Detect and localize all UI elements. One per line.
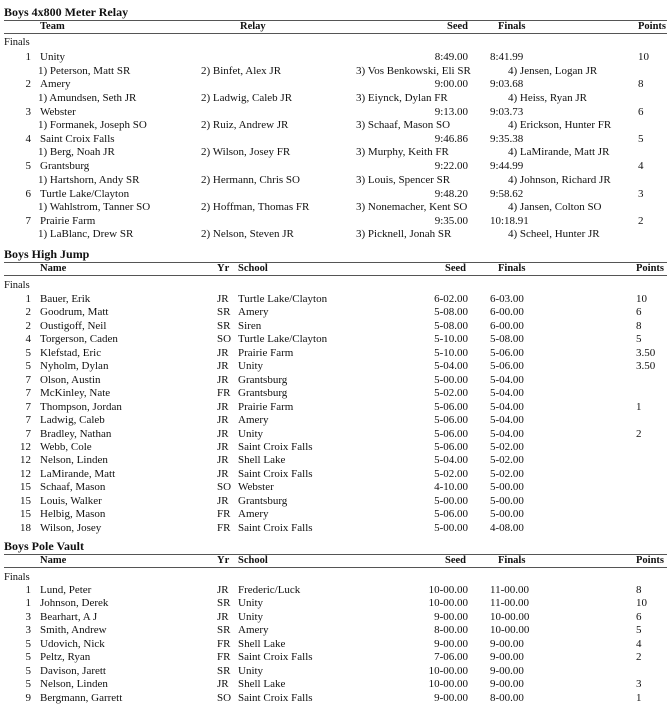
high-jump-place: 12 <box>20 440 31 453</box>
pole-vault-finals: 10-00.00 <box>490 624 530 637</box>
high-jump-year: SO <box>217 481 232 494</box>
relay-place: 6 <box>25 187 31 200</box>
high-jump-year: SO <box>217 333 232 346</box>
high-jump-finals: 5-00.00 <box>490 508 524 521</box>
high-jump-finals: 5-00.00 <box>490 481 524 494</box>
high-jump-seed: 5-04.00 <box>434 360 468 373</box>
pole-vault-place: 3 <box>25 610 31 623</box>
high-jump-athlete-name: Webb, Cole <box>40 440 92 453</box>
high-jump-place: 7 <box>25 414 31 427</box>
high-jump-school: Webster <box>238 481 274 494</box>
pole-vault-athlete-name: Nelson, Linden <box>40 678 108 691</box>
pole-vault-seed: 7-06.00 <box>434 651 468 664</box>
relay-seed: 9:00.00 <box>434 78 468 91</box>
high-jump-header-school: School <box>238 263 268 274</box>
pole-vault-header-seed: Seed <box>445 555 466 566</box>
pole-vault-points: 6 <box>636 610 642 623</box>
high-jump-finals: 6-03.00 <box>490 293 524 305</box>
relay-runner: 3) Picknell, Jonah SR <box>356 228 452 241</box>
high-jump-seed: 5-04.00 <box>434 454 468 467</box>
pole-vault-finals: 9-00.00 <box>490 678 524 691</box>
high-jump-athlete-name: McKinley, Nate <box>40 387 111 400</box>
relay-runner: 1) Hartshorn, Andy SR <box>38 173 140 186</box>
relay-points: 10 <box>638 51 649 63</box>
relay-runner: 3) Nonemacher, Kent SO <box>356 201 468 213</box>
pole-vault-finals: 11-00.00 <box>490 597 530 610</box>
pole-vault-points: 4 <box>636 637 642 650</box>
pole-vault-school: Unity <box>238 610 264 623</box>
high-jump-finals: 6-00.00 <box>490 306 524 319</box>
pole-vault-points: 3 <box>636 678 642 691</box>
high-jump-finals: 5-02.00 <box>490 440 524 453</box>
pole-vault-place: 5 <box>25 664 31 677</box>
high-jump-school: Amery <box>238 414 269 427</box>
relay-runner: 4) Heiss, Ryan JR <box>508 91 588 104</box>
high-jump-seed: 5-06.00 <box>434 427 468 440</box>
relay-team-name: Amery <box>40 78 71 91</box>
high-jump-year: JR <box>217 454 229 467</box>
relay-header-finals: Finals <box>498 21 526 32</box>
relay-seed: 9:22.00 <box>434 160 468 173</box>
high-jump-year: SR <box>217 306 231 319</box>
high-jump-finals: 5-00.00 <box>490 494 524 507</box>
high-jump-year: JR <box>217 494 229 507</box>
relay-place: 1 <box>25 51 31 63</box>
high-jump-seed: 5-10.00 <box>434 346 468 359</box>
relay-runner: 3) Louis, Spencer SR <box>356 173 451 186</box>
pole-vault-school: Shell Lake <box>238 637 286 650</box>
high-jump-school: Turtle Lake/Clayton <box>238 293 328 305</box>
relay-points: 4 <box>638 160 644 173</box>
pole-vault-finals: 9-00.00 <box>490 637 524 650</box>
relay-team-name: Webster <box>40 105 76 118</box>
pole-vault-school: Amery <box>238 624 269 637</box>
pole-vault-finals: 9-00.00 <box>490 651 524 664</box>
relay-place: 5 <box>25 160 31 173</box>
relay-team-name: Saint Croix Falls <box>40 132 115 145</box>
high-jump-school: Prairie Farm <box>238 400 294 413</box>
high-jump-place: 1 <box>25 293 31 305</box>
high-jump-school: Amery <box>238 508 269 521</box>
high-jump-header-rule-top <box>4 262 667 263</box>
high-jump-year: FR <box>217 387 231 400</box>
high-jump-athlete-name: Schaaf, Mason <box>40 481 106 494</box>
pole-vault-year: JR <box>217 584 229 596</box>
high-jump-finals: 6-00.00 <box>490 319 524 332</box>
high-jump-school: Unity <box>238 360 264 373</box>
pole-vault-header-finals: Finals <box>498 555 526 566</box>
pole-vault-athlete-name: Johnson, Derek <box>40 597 109 610</box>
high-jump-finals: 5-02.00 <box>490 454 524 467</box>
high-jump-finals: 5-04.00 <box>490 427 524 440</box>
high-jump-year: JR <box>217 440 229 453</box>
relay-team-name: Unity <box>40 51 66 63</box>
pole-vault-athlete-name: Bergmann, Garrett <box>40 691 123 704</box>
high-jump-athlete-name: Olson, Austin <box>40 373 101 386</box>
high-jump-header-name: Name <box>40 263 67 274</box>
relay-place: 2 <box>25 78 31 91</box>
high-jump-seed: 5-06.00 <box>434 414 468 427</box>
high-jump-athlete-name: Torgerson, Caden <box>40 333 118 346</box>
high-jump-athlete-name: Goodrum, Matt <box>40 306 109 319</box>
pole-vault-points: 2 <box>636 651 642 664</box>
relay-finals: 9:58.62 <box>490 187 524 200</box>
high-jump-points: 2 <box>636 427 642 440</box>
relay-runner: 1) LaBlanc, Drew SR <box>38 228 134 241</box>
high-jump-place: 7 <box>25 387 31 400</box>
high-jump-place: 4 <box>25 333 31 346</box>
high-jump-points: 6 <box>636 306 642 319</box>
pole-vault-finals: 11-00.00 <box>490 584 530 596</box>
high-jump-header-points: Points <box>636 263 665 274</box>
high-jump-school: Grantsburg <box>238 494 288 507</box>
relay-runner: 1) Wahlstrom, Tanner SO <box>38 201 151 213</box>
relay-team-name: Grantsburg <box>40 160 90 173</box>
high-jump-school: Siren <box>238 319 262 332</box>
high-jump-athlete-name: Bauer, Erik <box>40 293 91 305</box>
high-jump-school: Shell Lake <box>238 454 286 467</box>
high-jump-place: 12 <box>20 454 31 467</box>
relay-section-label: Finals <box>4 37 30 48</box>
high-jump-year: SR <box>217 319 231 332</box>
relay-runner: 2) Hoffman, Thomas FR <box>201 201 310 213</box>
relay-seed: 9:48.20 <box>434 187 468 200</box>
relay-runner: 2) Hermann, Chris SO <box>201 173 300 186</box>
high-jump-seed: 5-00.00 <box>434 373 468 386</box>
high-jump-event-title: Boys High Jump <box>4 247 90 261</box>
relay-finals: 9:44.99 <box>490 160 524 173</box>
pole-vault-year: JR <box>217 610 229 623</box>
high-jump-athlete-name: Nelson, Linden <box>40 454 108 467</box>
pole-vault-year: SR <box>217 597 231 610</box>
pole-vault-seed: 10-00.00 <box>428 584 468 596</box>
pole-vault-finals: 9-00.00 <box>490 664 524 677</box>
pole-vault-place: 5 <box>25 651 31 664</box>
relay-runner: 3) Eiynck, Dylan FR <box>356 91 448 104</box>
pole-vault-school: Unity <box>238 597 264 610</box>
relay-header-relay: Relay <box>240 21 266 32</box>
high-jump-place: 5 <box>25 360 31 373</box>
relay-finals: 9:03.73 <box>490 105 524 118</box>
relay-runner: 3) Schaaf, Mason SO <box>356 119 451 132</box>
relay-runner: 4) Jensen, Logan JR <box>508 64 598 77</box>
high-jump-header-yr: Yr <box>217 263 230 274</box>
pole-vault-seed: 9-00.00 <box>434 637 468 650</box>
relay-place: 3 <box>25 105 31 118</box>
high-jump-place: 15 <box>20 494 31 507</box>
high-jump-seed: 5-00.00 <box>434 521 468 534</box>
high-jump-finals: 5-04.00 <box>490 414 524 427</box>
high-jump-year: JR <box>217 373 229 386</box>
high-jump-points: 5 <box>636 333 642 346</box>
high-jump-year: FR <box>217 521 231 534</box>
relay-runner: 1) Amundsen, Seth JR <box>38 91 137 104</box>
pole-vault-school: Saint Croix Falls <box>238 651 313 664</box>
pole-vault-header-name: Name <box>40 555 67 566</box>
relay-points: 5 <box>638 132 644 145</box>
pole-vault-event-title: Boys Pole Vault <box>4 539 85 553</box>
high-jump-seed: 5-00.00 <box>434 494 468 507</box>
pole-vault-points: 1 <box>636 691 642 704</box>
relay-finals: 9:35.38 <box>490 132 524 145</box>
high-jump-finals: 5-04.00 <box>490 400 524 413</box>
pole-vault-seed: 9-00.00 <box>434 691 468 704</box>
high-jump-seed: 5-06.00 <box>434 440 468 453</box>
relay-runner: 3) Murphy, Keith FR <box>356 146 449 159</box>
pole-vault-year: FR <box>217 637 231 650</box>
relay-seed: 9:13.00 <box>434 105 468 118</box>
pole-vault-school: Shell Lake <box>238 678 286 691</box>
high-jump-place: 15 <box>20 508 31 521</box>
high-jump-athlete-name: Louis, Walker <box>40 494 102 507</box>
high-jump-athlete-name: Bradley, Nathan <box>40 427 112 440</box>
high-jump-seed: 5-08.00 <box>434 319 468 332</box>
high-jump-points: 3.50 <box>636 360 656 373</box>
high-jump-seed: 5-02.00 <box>434 467 468 480</box>
pole-vault-seed: 10-00.00 <box>428 597 468 610</box>
relay-finals: 8:41.99 <box>490 51 524 63</box>
high-jump-place: 5 <box>25 346 31 359</box>
pole-vault-seed: 9-00.00 <box>434 610 468 623</box>
relay-event-title: Boys 4x800 Meter Relay <box>4 5 129 19</box>
relay-runner: 1) Peterson, Matt SR <box>38 64 131 77</box>
relay-seed: 8:49.00 <box>434 51 468 63</box>
high-jump-school: Grantsburg <box>238 373 288 386</box>
relay-seed: 9:35.00 <box>434 214 468 227</box>
relay-runner: 2) Wilson, Josey FR <box>201 146 291 159</box>
relay-team-name: Prairie Farm <box>40 214 96 227</box>
relay-points: 8 <box>638 78 644 91</box>
high-jump-year: FR <box>217 508 231 521</box>
high-jump-points: 8 <box>636 319 642 332</box>
high-jump-seed: 5-06.00 <box>434 400 468 413</box>
relay-runner: 4) LaMirande, Matt JR <box>508 146 610 159</box>
relay-runner: 4) Jansen, Colton SO <box>508 201 602 213</box>
relay-runner: 1) Berg, Noah JR <box>38 146 115 159</box>
relay-header-team: Team <box>40 21 65 32</box>
high-jump-athlete-name: Helbig, Mason <box>40 508 106 521</box>
high-jump-year: JR <box>217 360 229 373</box>
high-jump-points: 3.50 <box>636 346 656 359</box>
relay-team-name: Turtle Lake/Clayton <box>40 187 130 200</box>
high-jump-seed: 5-06.00 <box>434 508 468 521</box>
pole-vault-school: Saint Croix Falls <box>238 691 313 704</box>
relay-header-rule-top <box>4 20 667 21</box>
pole-vault-points: 8 <box>636 584 642 596</box>
relay-place: 4 <box>25 132 31 145</box>
high-jump-year: JR <box>217 427 229 440</box>
high-jump-place: 2 <box>25 319 31 332</box>
high-jump-finals: 5-02.00 <box>490 467 524 480</box>
relay-points: 3 <box>638 187 644 200</box>
high-jump-athlete-name: Klefstad, Eric <box>40 346 102 359</box>
pole-vault-seed: 10-00.00 <box>428 664 468 677</box>
relay-runner: 4) Scheel, Hunter JR <box>508 228 600 241</box>
pole-vault-finals: 10-00.00 <box>490 610 530 623</box>
high-jump-athlete-name: LaMirande, Matt <box>40 467 116 480</box>
relay-runner: 3) Vos Benkowski, Eli SR <box>356 64 471 77</box>
pole-vault-year: SO <box>217 691 232 704</box>
relay-points: 2 <box>638 214 644 227</box>
pole-vault-points: 5 <box>636 624 642 637</box>
relay-finals: 9:03.68 <box>490 78 524 91</box>
high-jump-year: JR <box>217 400 229 413</box>
high-jump-place: 7 <box>25 400 31 413</box>
pole-vault-finals: 8-00.00 <box>490 691 524 704</box>
relay-runner: 2) Binfet, Alex JR <box>201 64 282 77</box>
pole-vault-place: 5 <box>25 678 31 691</box>
high-jump-place: 7 <box>25 373 31 386</box>
relay-header-seed: Seed <box>447 21 468 32</box>
high-jump-place: 7 <box>25 427 31 440</box>
high-jump-finals: 4-08.00 <box>490 521 524 534</box>
relay-finals: 10:18.91 <box>490 214 529 227</box>
high-jump-athlete-name: Wilson, Josey <box>40 521 102 534</box>
pole-vault-athlete-name: Udovich, Nick <box>40 637 105 650</box>
high-jump-athlete-name: Oustigoff, Neil <box>40 319 107 332</box>
pole-vault-header-rule-bottom <box>4 567 667 568</box>
pole-vault-year: FR <box>217 651 231 664</box>
pole-vault-school: Unity <box>238 664 264 677</box>
pole-vault-seed: 10-00.00 <box>428 678 468 691</box>
pole-vault-header-yr: Yr <box>217 555 230 566</box>
pole-vault-place: 1 <box>25 584 31 596</box>
high-jump-header-rule-bottom <box>4 275 667 276</box>
high-jump-athlete-name: Thompson, Jordan <box>40 400 122 413</box>
high-jump-athlete-name: Ladwig, Caleb <box>40 414 105 427</box>
high-jump-points: 1 <box>636 400 642 413</box>
pole-vault-athlete-name: Bearhart, A J <box>40 610 98 623</box>
high-jump-finals: 5-06.00 <box>490 346 524 359</box>
high-jump-finals: 5-06.00 <box>490 360 524 373</box>
high-jump-school: Saint Croix Falls <box>238 440 313 453</box>
high-jump-place: 12 <box>20 467 31 480</box>
relay-points: 6 <box>638 105 644 118</box>
pole-vault-athlete-name: Peltz, Ryan <box>40 651 91 664</box>
pole-vault-year: JR <box>217 678 229 691</box>
high-jump-athlete-name: Nyholm, Dylan <box>40 360 109 373</box>
high-jump-school: Amery <box>238 306 269 319</box>
relay-runner: 4) Johnson, Richard JR <box>508 173 611 186</box>
high-jump-finals: 5-04.00 <box>490 373 524 386</box>
high-jump-school: Prairie Farm <box>238 346 294 359</box>
high-jump-school: Grantsburg <box>238 387 288 400</box>
high-jump-section-label: Finals <box>4 280 30 291</box>
relay-runner: 2) Nelson, Steven JR <box>201 228 294 241</box>
pole-vault-year: SR <box>217 624 231 637</box>
relay-runner: 4) Erickson, Hunter FR <box>508 119 612 132</box>
pole-vault-seed: 8-00.00 <box>434 624 468 637</box>
high-jump-school: Unity <box>238 427 264 440</box>
pole-vault-athlete-name: Davison, Jarett <box>40 664 106 677</box>
high-jump-finals: 5-08.00 <box>490 333 524 346</box>
high-jump-seed: 5-08.00 <box>434 306 468 319</box>
pole-vault-place: 5 <box>25 637 31 650</box>
high-jump-year: JR <box>217 467 229 480</box>
relay-header-rule-bottom <box>4 33 667 34</box>
pole-vault-header-school: School <box>238 555 268 566</box>
pole-vault-athlete-name: Smith, Andrew <box>40 624 107 637</box>
relay-seed: 9:46.86 <box>434 132 468 145</box>
pole-vault-athlete-name: Lund, Peter <box>40 584 92 596</box>
high-jump-place: 15 <box>20 481 31 494</box>
pole-vault-header-rule-top <box>4 554 667 555</box>
high-jump-finals: 5-04.00 <box>490 387 524 400</box>
high-jump-school: Saint Croix Falls <box>238 521 313 534</box>
relay-runner: 2) Ruiz, Andrew JR <box>201 119 289 132</box>
relay-header-points: Points <box>638 21 667 32</box>
high-jump-seed: 5-10.00 <box>434 333 468 346</box>
pole-vault-points: 10 <box>636 597 647 610</box>
high-jump-place: 18 <box>20 521 31 534</box>
pole-vault-header-points: Points <box>636 555 665 566</box>
pole-vault-school: Frederic/Luck <box>238 584 301 596</box>
high-jump-year: JR <box>217 346 229 359</box>
relay-runner: 1) Formanek, Joseph SO <box>38 119 147 132</box>
pole-vault-place: 9 <box>25 691 31 704</box>
high-jump-year: JR <box>217 414 229 427</box>
high-jump-school: Saint Croix Falls <box>238 467 313 480</box>
relay-runner: 2) Ladwig, Caleb JR <box>201 91 293 104</box>
pole-vault-section-label: Finals <box>4 572 30 583</box>
high-jump-school: Turtle Lake/Clayton <box>238 333 328 346</box>
high-jump-place: 2 <box>25 306 31 319</box>
high-jump-seed: 5-02.00 <box>434 387 468 400</box>
high-jump-header-finals: Finals <box>498 263 526 274</box>
pole-vault-place: 3 <box>25 624 31 637</box>
high-jump-year: JR <box>217 293 229 305</box>
pole-vault-place: 1 <box>25 597 31 610</box>
high-jump-points: 10 <box>636 293 647 305</box>
high-jump-seed: 4-10.00 <box>434 481 468 494</box>
high-jump-seed: 6-02.00 <box>434 293 468 305</box>
pole-vault-year: SR <box>217 664 231 677</box>
relay-place: 7 <box>25 214 31 227</box>
high-jump-header-seed: Seed <box>445 263 466 274</box>
